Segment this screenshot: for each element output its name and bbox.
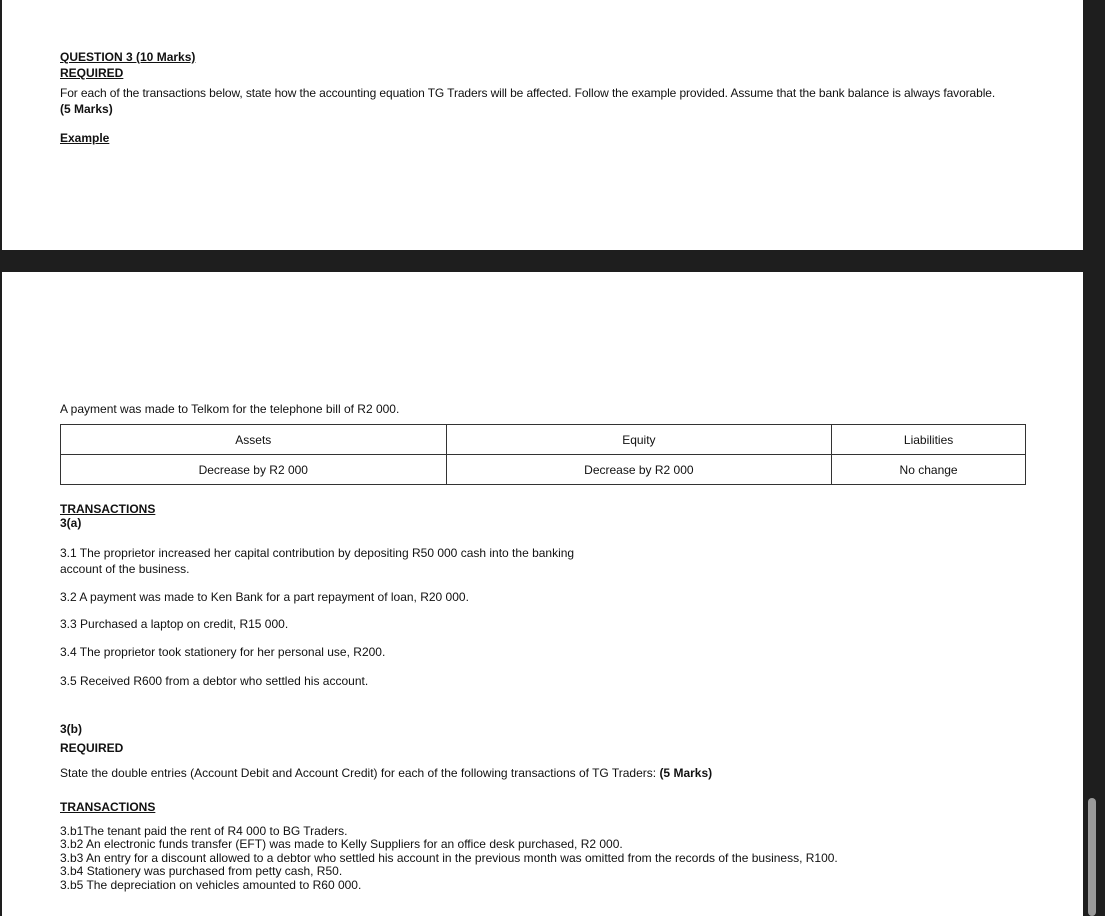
example-label: Example — [60, 131, 110, 145]
example-table — [60, 424, 1026, 485]
scrollbar-thumb[interactable] — [1088, 798, 1096, 916]
header-liabilities: Liabilities — [832, 425, 1026, 455]
page-gap — [0, 250, 1105, 272]
transaction-3-b1: 3.b1The tenant paid the rent of R4 000 to BG Traders. — [60, 824, 348, 838]
transaction-3-4: 3.4 The proprietor took stationery for her personal use, R200. — [60, 645, 386, 659]
viewer-right-edge-top — [1083, 0, 1105, 250]
transaction-3-1-cont: account of the business. — [60, 562, 190, 576]
value-liabilities: No change — [832, 455, 1026, 485]
transaction-3-b5: 3.b5 The depreciation on vehicles amounted to R60 000. — [60, 878, 362, 892]
part-b-instruction-text: State the double entries (Account Debit and Account Credit) for each of the following transactions of TG Traders: — [60, 766, 660, 780]
table-row — [61, 455, 1026, 485]
table-header-row — [61, 425, 1026, 455]
part-b-instruction — [60, 766, 712, 780]
question-heading: QUESTION 3 (10 Marks) — [60, 50, 196, 64]
header-assets: Assets — [61, 425, 447, 455]
required-label-b: REQUIRED — [60, 741, 124, 755]
question-instruction: For each of the transactions below, state how the accounting equation TG Traders will be affected. Follow the example provided. Assume that the bank balance is always favorable. — [60, 86, 996, 100]
question-marks: (5 Marks) — [60, 102, 113, 116]
required-label: REQUIRED — [60, 66, 124, 80]
document-page-1 — [2, 0, 1083, 250]
transaction-3-1: 3.1 The proprietor increased her capital contribution by depositing R50 000 cash into the banking — [60, 546, 575, 560]
part-b-label: 3(b) — [60, 722, 82, 736]
transaction-3-3: 3.3 Purchased a laptop on credit, R15 000. — [60, 617, 289, 631]
value-assets: Decrease by R2 000 — [61, 455, 447, 485]
transaction-3-b2: 3.b2 An electronic funds transfer (EFT) was made to Kelly Suppliers for an office desk purchased, R2 000. — [60, 837, 623, 851]
value-equity: Decrease by R2 000 — [446, 455, 832, 485]
example-description: A payment was made to Telkom for the telephone bill of R2 000. — [60, 402, 400, 416]
transaction-3-b3: 3.b3 An entry for a discount allowed to a debtor who settled his account in the previous month was omitted from the records of the business, R100. — [60, 851, 838, 865]
transaction-3-5: 3.5 Received R600 from a debtor who settled his account. — [60, 674, 369, 688]
transactions-label-b: TRANSACTIONS — [60, 800, 156, 814]
part-a-label: 3(a) — [60, 516, 82, 530]
transaction-3-2: 3.2 A payment was made to Ken Bank for a part repayment of loan, R20 000. — [60, 590, 469, 604]
part-b-marks: (5 Marks) — [659, 766, 713, 780]
transaction-3-b4: 3.b4 Stationery was purchased from petty cash, R50. — [60, 864, 343, 878]
viewer-left-edge — [0, 0, 2, 916]
header-equity: Equity — [446, 425, 832, 455]
transactions-label-a: TRANSACTIONS — [60, 502, 156, 516]
